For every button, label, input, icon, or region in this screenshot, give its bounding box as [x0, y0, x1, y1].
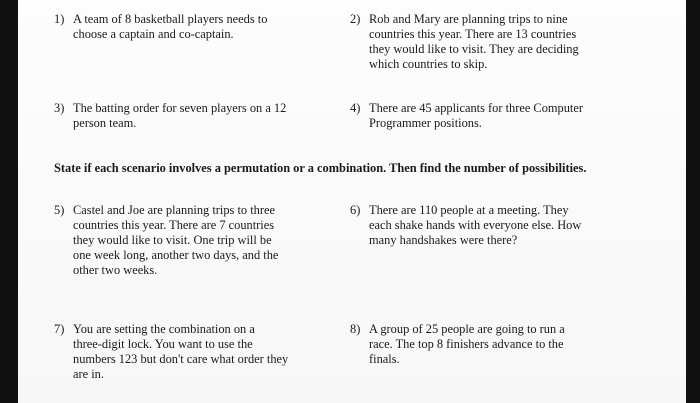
problem-number: 2)	[350, 12, 361, 26]
problem-text: There are 110 people at a meeting. They each shake hands with everyone else. How many handshakes were there?	[369, 203, 582, 247]
problem-number: 4)	[350, 101, 361, 115]
problem-7	[54, 322, 344, 382]
instructions-heading: State if each scenario involves a permutation or a combination. Then find the number of possibilities.	[54, 161, 587, 175]
problem-number: 1)	[54, 12, 65, 26]
problem-text: A team of 8 basketball players needs to choose a captain and co-captain.	[73, 12, 268, 41]
problem-5	[54, 203, 344, 278]
worksheet-page	[18, 0, 686, 403]
problem-4	[350, 101, 650, 131]
problem-text: The batting order for seven players on a 12 person team.	[73, 101, 287, 130]
problem-text: You are setting the combination on a three-digit lock. You want to use the numbers 123 but don't care what order they are in.	[73, 322, 289, 381]
problem-number: 3)	[54, 101, 65, 115]
problem-number: 8)	[350, 322, 361, 336]
problem-text: Castel and Joe are planning trips to three countries this year. There are 7 countries they would like to visit. One trip will be one week long, another two days, and the other two weeks.	[73, 203, 279, 277]
problem-number: 5)	[54, 203, 65, 217]
problem-number: 6)	[350, 203, 361, 217]
right-dark-edge	[686, 0, 700, 403]
problem-text: Rob and Mary are planning trips to nine countries this year. There are 13 countries they would like to visit. They are deciding which countries to skip.	[369, 12, 579, 71]
problem-text: There are 45 applicants for three Computer Programmer positions.	[369, 101, 583, 130]
problem-number: 7)	[54, 322, 65, 336]
problem-1	[54, 12, 344, 42]
problem-6	[350, 203, 650, 248]
problem-2	[350, 12, 650, 72]
problem-3	[54, 101, 344, 131]
problem-text: A group of 25 people are going to run a race. The top 8 finishers advance to the finals.	[369, 322, 565, 366]
left-dark-edge	[0, 0, 18, 403]
problem-8	[350, 322, 650, 367]
